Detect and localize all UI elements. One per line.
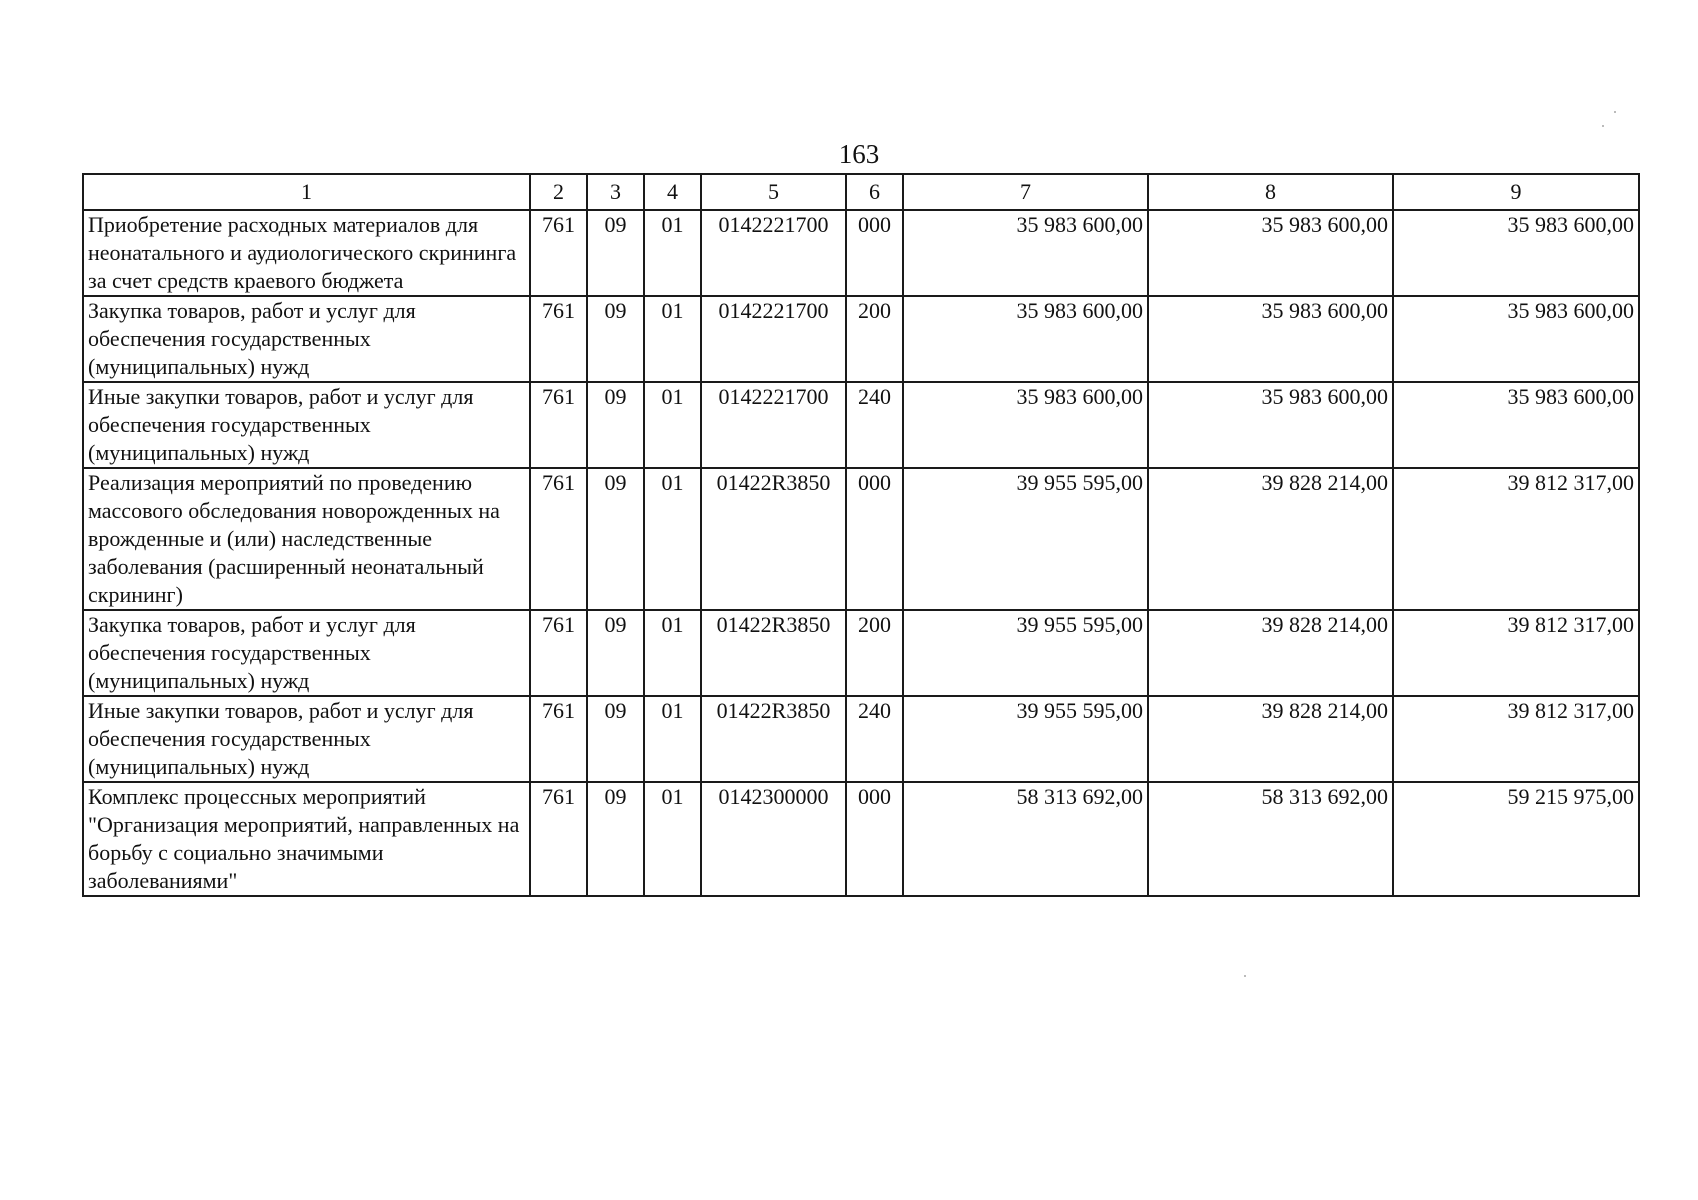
cell-target-article: 0142221700 [701, 210, 846, 296]
table-row [83, 610, 1639, 696]
cell-section: 09 [587, 696, 644, 782]
cell-amount-col9: 59 215 975,00 [1393, 782, 1639, 896]
cell-subsection: 01 [644, 468, 701, 610]
cell-amount-col9: 35 983 600,00 [1393, 296, 1639, 382]
cell-amount-col7: 35 983 600,00 [903, 382, 1148, 468]
row-name: Иные закупки товаров, работ и услуг для обеспечения государственных (муниципальных) нужд [83, 696, 530, 782]
header-row [83, 174, 1639, 210]
cell-subsection: 01 [644, 296, 701, 382]
cell-expense-type: 240 [846, 696, 903, 782]
table-row [83, 296, 1639, 382]
cell-amount-col9: 39 812 317,00 [1393, 468, 1639, 610]
table-row [83, 382, 1639, 468]
cell-target-article: 01422R3850 [701, 696, 846, 782]
cell-amount-col7: 39 955 595,00 [903, 468, 1148, 610]
cell-amount-col8: 39 828 214,00 [1148, 696, 1393, 782]
cell-amount-col7: 39 955 595,00 [903, 696, 1148, 782]
cell-amount-col8: 39 828 214,00 [1148, 610, 1393, 696]
cell-ministry-code: 761 [530, 782, 587, 896]
budget-table [82, 173, 1640, 897]
cell-ministry-code: 761 [530, 468, 587, 610]
row-name: Закупка товаров, работ и услуг для обеспечения государственных (муниципальных) нужд [83, 610, 530, 696]
cell-subsection: 01 [644, 610, 701, 696]
cell-target-article: 01422R3850 [701, 468, 846, 610]
cell-subsection: 01 [644, 382, 701, 468]
cell-ministry-code: 761 [530, 296, 587, 382]
row-name: Иные закупки товаров, работ и услуг для обеспечения государственных (муниципальных) нужд [83, 382, 530, 468]
cell-amount-col9: 39 812 317,00 [1393, 696, 1639, 782]
scan-speck [1602, 125, 1604, 127]
scan-speck [1614, 111, 1616, 113]
cell-subsection: 01 [644, 210, 701, 296]
cell-subsection: 01 [644, 782, 701, 896]
cell-amount-col9: 35 983 600,00 [1393, 210, 1639, 296]
cell-ministry-code: 761 [530, 610, 587, 696]
column-header: 7 [903, 174, 1148, 210]
column-header: 5 [701, 174, 846, 210]
column-header: 1 [83, 174, 530, 210]
cell-amount-col9: 39 812 317,00 [1393, 610, 1639, 696]
cell-target-article: 0142221700 [701, 296, 846, 382]
cell-section: 09 [587, 468, 644, 610]
cell-expense-type: 000 [846, 210, 903, 296]
page-number: 163 [838, 139, 880, 169]
cell-ministry-code: 761 [530, 696, 587, 782]
cell-amount-col8: 58 313 692,00 [1148, 782, 1393, 896]
column-header: 3 [587, 174, 644, 210]
cell-target-article: 0142221700 [701, 382, 846, 468]
cell-section: 09 [587, 296, 644, 382]
cell-amount-col8: 39 828 214,00 [1148, 468, 1393, 610]
cell-amount-col8: 35 983 600,00 [1148, 210, 1393, 296]
column-header: 4 [644, 174, 701, 210]
cell-amount-col8: 35 983 600,00 [1148, 382, 1393, 468]
table-row [83, 696, 1639, 782]
cell-target-article: 0142300000 [701, 782, 846, 896]
row-name: Приобретение расходных материалов для неонатального и аудиологического скрининга за счет средств краевого бюджета [83, 210, 530, 296]
cell-section: 09 [587, 610, 644, 696]
cell-expense-type: 200 [846, 296, 903, 382]
cell-subsection: 01 [644, 696, 701, 782]
cell-amount-col7: 35 983 600,00 [903, 296, 1148, 382]
row-name: Комплекс процессных мероприятий "Организация мероприятий, направленных на борьбу с социально значимыми заболеваниями" [83, 782, 530, 896]
column-header: 8 [1148, 174, 1393, 210]
cell-amount-col8: 35 983 600,00 [1148, 296, 1393, 382]
column-header: 2 [530, 174, 587, 210]
cell-expense-type: 000 [846, 468, 903, 610]
cell-amount-col7: 35 983 600,00 [903, 210, 1148, 296]
cell-expense-type: 000 [846, 782, 903, 896]
cell-amount-col7: 39 955 595,00 [903, 610, 1148, 696]
cell-amount-col7: 58 313 692,00 [903, 782, 1148, 896]
cell-target-article: 01422R3850 [701, 610, 846, 696]
row-name: Закупка товаров, работ и услуг для обеспечения государственных (муниципальных) нужд [83, 296, 530, 382]
table-row [83, 468, 1639, 610]
cell-section: 09 [587, 210, 644, 296]
cell-expense-type: 200 [846, 610, 903, 696]
table-row [83, 782, 1639, 896]
cell-section: 09 [587, 382, 644, 468]
cell-amount-col9: 35 983 600,00 [1393, 382, 1639, 468]
row-name: Реализация мероприятий по проведению массового обследования новорожденных на врожденные и (или) наследственные заболевания (расширенный неонатальный скрининг) [83, 468, 530, 610]
column-header: 9 [1393, 174, 1639, 210]
scan-speck [1244, 975, 1246, 977]
cell-ministry-code: 761 [530, 210, 587, 296]
table-row [83, 210, 1639, 296]
cell-ministry-code: 761 [530, 382, 587, 468]
column-header: 6 [846, 174, 903, 210]
cell-expense-type: 240 [846, 382, 903, 468]
cell-section: 09 [587, 782, 644, 896]
